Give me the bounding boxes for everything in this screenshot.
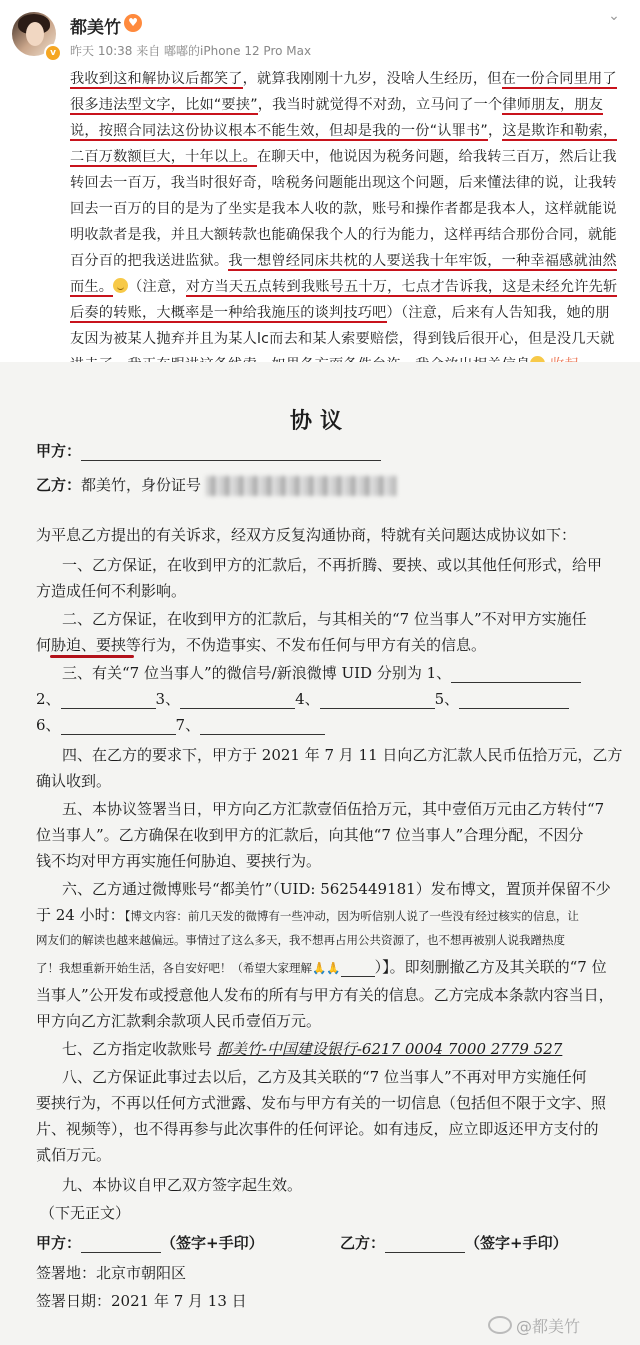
post-line: 后奏的转账，大概率是一种给我施压的谈判技巧吧）（注意，后来有人告知我，她的朋 <box>70 305 610 321</box>
clause-8-cont: 要挟行为，不再以任何方式泄露、发布与甲方有关的一切信息（包括但不限于文字、照 <box>36 1094 607 1112</box>
post-line: 转回去一百万，我当时很好奇，啥税务问题能出现这个问题，后来懂法律的说，让我转 <box>70 175 617 191</box>
avatar-face <box>26 22 44 46</box>
end-note: （下无正文） <box>40 1204 131 1222</box>
uid-row-2: 6、 7、 <box>36 714 325 735</box>
clause-5-cont: 位当事人”。乙方确保在收到甲方的汇款后，向其他“7 位当事人”合理分配，不因分 <box>36 826 584 844</box>
clause-4: 四、在乙方的要求下，甲方于 2021 年 7 月 11 日向乙方汇款人民币伍拾万元，乙方 <box>62 746 623 764</box>
post-body <box>70 66 622 378</box>
clause-5: 五、本协议签署当日，甲方向乙方汇款壹佰伍拾万元，其中壹佰万元由乙方转付“7 <box>62 800 605 818</box>
redacted-id <box>206 476 396 496</box>
smile-emoji-icon <box>113 278 128 293</box>
clause-5-cont2: 钱不均对甲方再实施任何胁迫、要挟行为。 <box>36 852 322 870</box>
blog-content-1: 网友们的解读也越来越偏远。事情过了这么多天，我不想再占用公共资源了，也不想再被别人说我蹭热度 <box>36 933 565 947</box>
signature-row-b: 乙方： （签字+手印） <box>340 1234 568 1252</box>
post-line: 我收到这和解协议后都笑了，就算我刚刚十九岁，没啥人生经历，但在一份合同里用了 <box>70 71 617 87</box>
verified-badge-icon: v <box>44 44 62 62</box>
clause-7: 七、乙方指定收款账号 都美竹-中国建设银行-6217 0004 7000 2779 527 <box>62 1040 563 1058</box>
intro-text: 为平息乙方提出的有关诉求，经双方反复沟通协商，特就有关问题达成协议如下： <box>36 526 577 544</box>
party-a-row: 甲方： <box>36 440 381 461</box>
clause-6-cont3: 甲方向乙方汇款剩余款项人民币壹佰万元。 <box>36 1012 322 1030</box>
clause-8-cont2: 片、视频等），也不得再参与此次事件的任何评论。如有违反，应立即返还甲方支付的 <box>36 1120 599 1138</box>
blog-content-2: 了！我想重新开始生活，各自安好吧！（希望大家理解🙏🙏 ）】。即刻删撤乙方及其关联的“7 位 <box>36 958 607 976</box>
clause-1: 一、乙方保证，在收到甲方的汇款后，不再折腾、要挟、或以其他任何形式，给甲 <box>62 556 603 574</box>
post-line: 明收款者是我，并且大额转款也能确保我个人的行为能力，这样再结合那份合同，就能 <box>70 227 617 243</box>
clause-6-cont: 于 24 小时：【博文内容：前几天发的微博有一些冲动，因为听信别人说了一些没有经过核实的信息，让 <box>36 906 579 924</box>
party-b-row: 乙方：都美竹，身份证号 <box>36 474 396 496</box>
clause-4-cont: 确认收到。 <box>36 772 112 790</box>
sign-place: 签署地：北京市朝阳区 <box>36 1264 187 1282</box>
bank-account: 都美竹-中国建设银行-6217 0004 7000 2779 527 <box>216 1040 563 1058</box>
clause-2: 二、乙方保证，在收到甲方的汇款后，与其相关的“7 位当事人”不对甲方实施任 <box>62 610 587 628</box>
uid-row-1: 2、 3、 4、 5、 <box>36 688 569 709</box>
clause-6: 六、乙方通过微博账号“都美竹”（UID: 5625449181）发布博文，置顶并保留不少 <box>62 880 611 898</box>
author-name[interactable]: 都美竹 <box>70 18 121 38</box>
document-title: 协议 <box>289 408 350 434</box>
red-underline <box>50 655 134 658</box>
post-line: 很多违法型文字，比如“要挟”，我当时就觉得不对劲，立马问了一个律师朋友，朋友 <box>70 97 604 113</box>
weibo-logo-icon <box>488 1316 512 1334</box>
clause-6-cont2: 当事人”公开发布或授意他人发布的所有与甲方有关的信息。乙方完成本条款内容当日， <box>36 986 614 1004</box>
weibo-post <box>0 0 640 360</box>
weibo-watermark: @都美竹 <box>488 1314 580 1337</box>
post-menu-chevron-icon[interactable]: ⌄ <box>608 8 620 24</box>
clause-2-cont: 何胁迫、要挟等行为，不伪造事实、不发布任何与甲方有关的信息。 <box>36 636 487 654</box>
clause-8-cont3: 贰佰万元。 <box>36 1146 112 1164</box>
post-meta: 昨天 10:38 来自 嘟嘟的iPhone 12 Pro Max <box>70 44 312 58</box>
clause-3: 三、有关“7 位当事人”的微信号/新浪微博 UID 分别为 1、 <box>62 662 581 683</box>
post-line: 百分百的把我送进监狱。我一想曾经同床共枕的人要送我十年牢饭，一种幸福感就油然 <box>70 253 617 269</box>
vip-icon: ♥ <box>124 14 142 32</box>
post-line: 而生。 （注意，对方当天五点转到我账号五十万，七点才告诉我，这是未经允许先斩 <box>70 279 618 295</box>
clause-1-cont: 方造成任何不利影响。 <box>36 582 187 600</box>
post-line: 二百万数额巨大，十年以上。在聊天中，他说因为税务问题，给我转三百万，然后让我 <box>70 149 617 165</box>
post-line: 说，按照合同法这份协议根本不能生效，但却是我的一份“认罪书”，这是欺诈和勒索， <box>70 123 618 139</box>
post-line: 友因为被某人抛弃并且为某人lc而去和某人索要赔偿，得到钱后很开心，但是没几天就 <box>70 331 615 347</box>
sign-date: 签署日期：2021 年 7 月 13 日 <box>36 1292 247 1310</box>
post-line: 回去一百万的目的是为了坐实是我本人收的款，账号和操作者都是我本人，这样就能说 <box>70 201 617 217</box>
clause-8: 八、乙方保证此事过去以后，乙方及其关联的“7 位当事人”不再对甲方实施任何 <box>62 1068 587 1086</box>
clause-9: 九、本协议自甲乙双方签字起生效。 <box>62 1176 303 1194</box>
signature-row: 甲方： （签字+手印） <box>36 1234 264 1252</box>
agreement-document-image[interactable] <box>0 362 640 1345</box>
